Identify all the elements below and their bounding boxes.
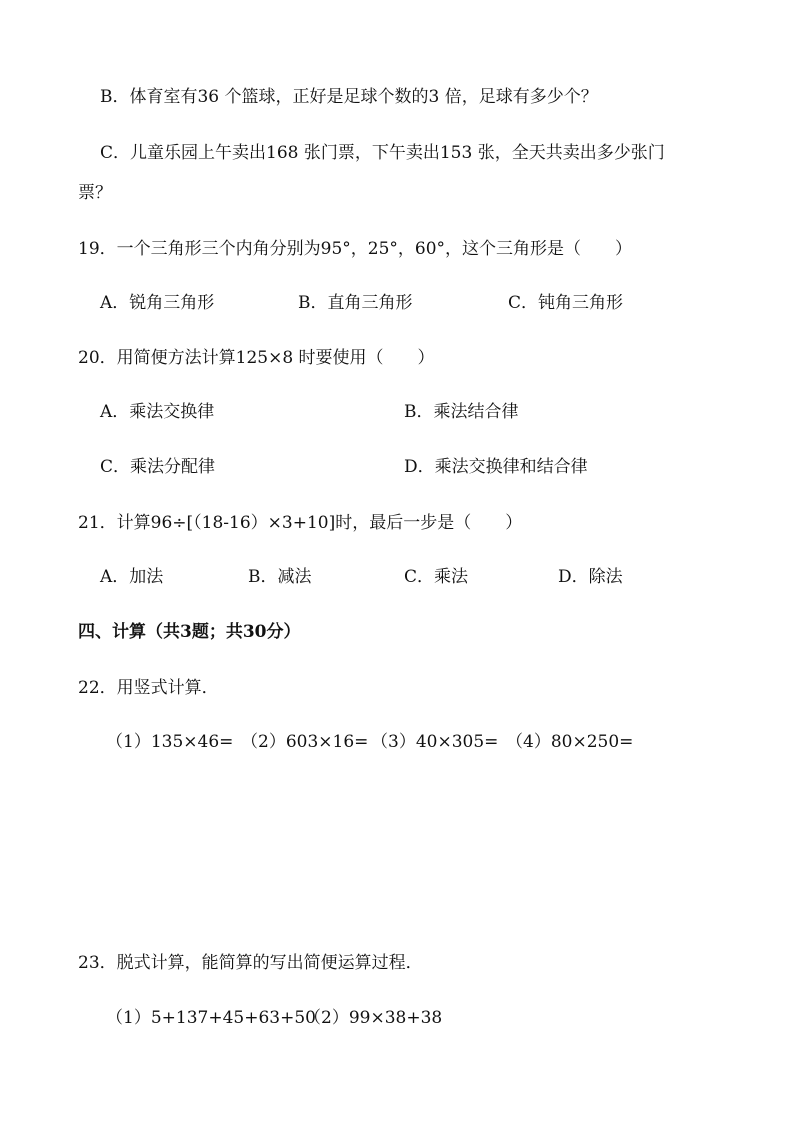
q18-option-b: B．体育室有36 个篮球，正好是足球个数的3 倍，足球有多少个？ xyxy=(100,87,598,107)
q21-option-c: C．乘法 xyxy=(404,567,469,587)
q21-stem: 21．计算96÷[（18-16）×3+10]时，最后一步是（ ） xyxy=(78,513,523,533)
q18-option-c-line1: C．儿童乐园上午卖出168 张门票，下午卖出153 张，全天共卖出多少张门 xyxy=(100,143,665,163)
q23-item-1: （1）5+137+45+63+50 xyxy=(106,1008,316,1028)
q20-option-c: C．乘法分配律 xyxy=(100,457,216,477)
q22-item-2: （2）603×16= xyxy=(241,732,369,752)
q19-option-c: C．钝角三角形 xyxy=(508,293,624,313)
q19-option-a: A．锐角三角形 xyxy=(100,293,215,313)
q23-stem: 23．脱式计算，能简算的写出简便运算过程． xyxy=(78,953,423,973)
q22-stem: 22．用竖式计算． xyxy=(78,678,219,698)
q21-option-d: D．除法 xyxy=(558,567,623,587)
q22-item-1: （1）135×46= xyxy=(106,732,234,752)
q22-item-4: （4）80×250= xyxy=(506,732,634,752)
q21-option-b: B．减法 xyxy=(248,567,312,587)
q21-option-a: A．加法 xyxy=(100,567,164,587)
q20-option-d: D．乘法交换律和结合律 xyxy=(404,457,588,477)
q20-option-a: A．乘法交换律 xyxy=(100,402,215,422)
q19-option-b: B．直角三角形 xyxy=(298,293,413,313)
q18-option-c-line2: 票？ xyxy=(78,183,112,203)
q22-item-3: （3）40×305= xyxy=(371,732,499,752)
q19-stem: 19．一个三角形三个内角分别为95°，25°，60°，这个三角形是（ ） xyxy=(78,239,633,259)
q20-option-b: B．乘法结合律 xyxy=(404,402,519,422)
q23-item-2: （2）99×38+38 xyxy=(304,1008,443,1028)
q20-stem: 20．用简便方法计算125×8 时要使用（ ） xyxy=(78,348,435,368)
section-heading: 四、计算（共3题；共30分） xyxy=(78,622,301,642)
